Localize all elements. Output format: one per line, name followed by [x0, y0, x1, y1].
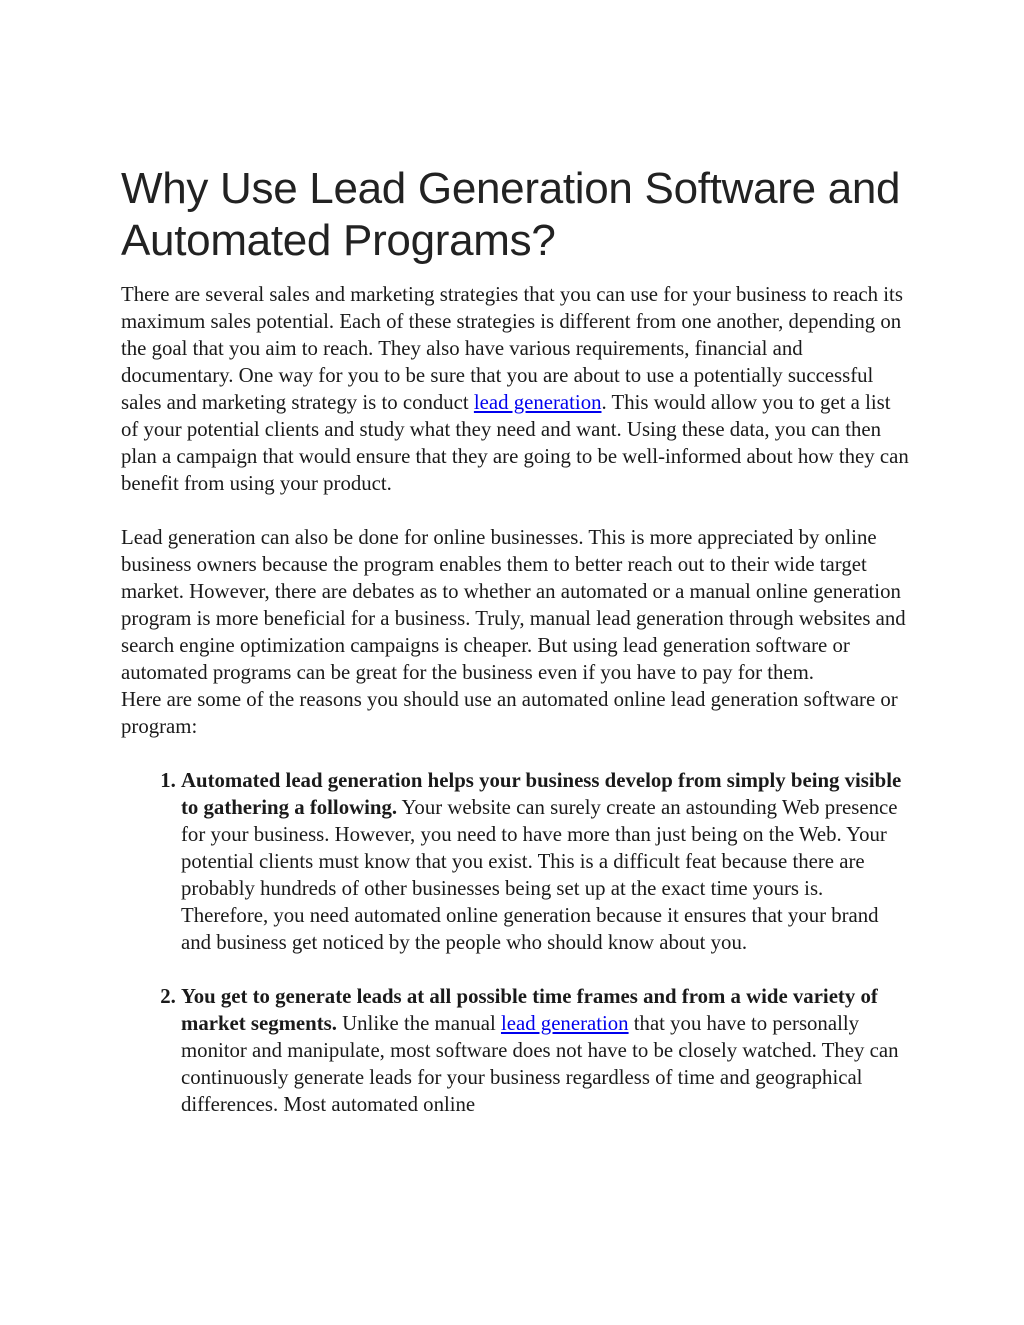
- list-item: [181, 983, 911, 1118]
- reason-text-before-link: Unlike the manual: [336, 1012, 501, 1035]
- online-business-paragraph: Lead generation can also be done for online businesses. This is more appreciated by online business owners because the program enables them to better reach out to their wide target market. However, there are debates as to whether an automated or a manual online generation program is more beneficial for a business. Truly, manual lead generation through websites and search engine optimization campaigns is cheaper. But using lead generation software or automated programs can be great for the business even if you have to pay for them.: [121, 526, 906, 684]
- intro-text-after-link: . This would allow you to get a list of your potential clients and study what they need and want. Using these data, you can then plan a campaign that would ensure that they are going to be well-informed about how they can benefit from using your product.: [121, 391, 909, 495]
- reason-text: Your website can surely create an astounding Web presence for your business. However, you need to have more than just being on the Web. Your potential clients must know that you exist. This is a difficult feat because there are probably hundreds of other businesses being set up at the exact time yours is. Therefore, you need automated online generation because it ensures that your brand and business get noticed by the people who should know about you.: [181, 796, 898, 954]
- intro-paragraph: [121, 281, 911, 497]
- reason-heading: You get to generate leads at all possible time frames and from a wide variety of market segments.: [181, 985, 878, 1035]
- reason-text-after-link: that you have to personally monitor and manipulate, most software does not have to be closely watched. They can continuously generate leads for your business regardless of time and geographical differences. Most automated online: [181, 1012, 899, 1116]
- lead-generation-link-2[interactable]: lead generation: [500, 1012, 629, 1035]
- intro-text-before-link: There are several sales and marketing strategies that you can use for your business to reach its maximum sales potential. Each of these strategies is different from one another, depending on the goal that you aim to reach. They also have various requirements, financial and documentary. One way for you to be sure that you are about to use a potentially successful sales and marketing strategy is to conduct: [121, 283, 903, 414]
- reason-heading: Automated lead generation helps your business develop from simply being visible to gathering a following.: [181, 769, 902, 819]
- reasons-intro-paragraph: Here are some of the reasons you should use an automated online lead generation software or program:: [121, 688, 898, 738]
- reasons-list: [121, 767, 911, 1118]
- list-item: [181, 767, 911, 956]
- lead-generation-link[interactable]: lead generation: [473, 391, 602, 414]
- page-title: Why Use Lead Generation Software and Automated Programs?: [121, 164, 901, 265]
- document-page: [121, 163, 911, 1145]
